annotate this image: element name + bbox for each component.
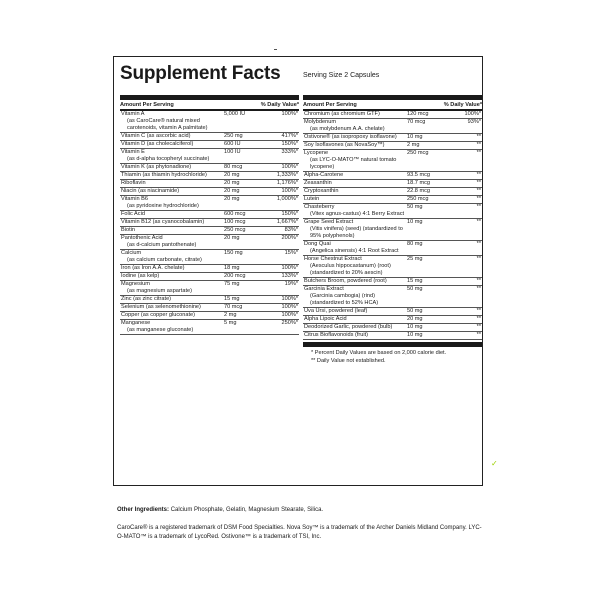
nutrient-label: Deodorized Garlic, powdered (bulb) [304, 324, 393, 330]
nutrient-daily-value: 417%* [281, 133, 298, 139]
other-ingredients [117, 506, 487, 515]
nutrient-source: (as magnesium aspartate) [127, 288, 192, 294]
nutrient-amount: 20 mg [224, 188, 240, 194]
nutrient-row [120, 111, 299, 133]
nutrient-name [303, 119, 407, 133]
nutrient-daily-value: ** [476, 332, 481, 338]
nutrient-row [120, 265, 299, 273]
nutrient-amount: 50 mg [407, 286, 423, 292]
nutrient-name [303, 308, 407, 315]
nutrient-amount: 20 mg [224, 172, 240, 178]
nutrient-source: (as molybdenum A.A. chelate) [310, 126, 385, 132]
nutrient-daily-value: 100%* [464, 111, 481, 117]
nutrient-amount: 75 mg [224, 281, 240, 287]
serving-size: Serving Size 2 Capsules [303, 72, 380, 79]
nutrient-name [303, 142, 407, 149]
nutrient-name [303, 111, 407, 118]
nutrient-daily-value: 15%* [284, 250, 298, 256]
nutrient-daily-value: 100%* [281, 164, 298, 170]
other-ingredients-label: Other Ingredients: [117, 507, 170, 513]
nutrient-label: Vitamin B12 (as cyanocobalamin) [121, 219, 205, 225]
amount-header: Amount Per Serving [120, 102, 174, 108]
nutrient-label: Manganese [121, 320, 151, 326]
nutrient-name [120, 188, 224, 195]
check-mark-icon: ✓ [491, 459, 498, 468]
nutrient-daily-value: 250%* [281, 320, 298, 326]
nutrient-label: Butchers Broom, powdered (root) [304, 278, 387, 284]
nutrient-label: Folic Acid [121, 211, 145, 217]
nutrient-name [120, 149, 224, 163]
nutrient-label: Vitamin B6 [121, 196, 148, 202]
nutrient-row [303, 256, 482, 278]
nutrient-label: Chasteberry [304, 204, 335, 210]
nutrient-row [303, 188, 482, 196]
nutrient-row [303, 196, 482, 204]
nutrient-name [120, 235, 224, 249]
nutrient-daily-value: 150%* [281, 141, 298, 147]
nutrient-amount: 18 mg [224, 265, 240, 271]
nutrient-name [120, 296, 224, 303]
nutrient-label: Citrus Bioflavonoids (fruit) [304, 332, 369, 338]
nutrient-source: (as calcium carbonate, citrate) [127, 257, 202, 263]
nutrient-name [303, 204, 407, 218]
nutrient-label: Calcium [121, 250, 142, 256]
nutrient-amount: 25 mg [407, 256, 423, 262]
nutrient-row [120, 296, 299, 304]
nutrient-daily-value: 1,667%* [276, 219, 298, 225]
nutrient-daily-value: ** [476, 308, 481, 314]
nutrient-daily-value: 100%* [281, 265, 298, 271]
nutrient-name [120, 281, 224, 295]
nutrient-amount: 100 mcg [224, 219, 246, 225]
nutrient-source: (Garcinia cambogia) (rind) (standardized to 52% HCA) [310, 293, 379, 306]
nutrient-row [120, 250, 299, 265]
nutrient-name [303, 278, 407, 285]
nutrient-row [120, 312, 299, 320]
nutrient-source: (as LYC-O-MATO™ natural tomato lycopene) [310, 157, 397, 170]
nutrient-label: Vitamin K (as phytonadione) [121, 164, 192, 170]
nutrient-label: Magnesium [121, 281, 150, 287]
nutrient-amount: 2 mg [407, 142, 420, 148]
nutrient-daily-value: 83%* [284, 227, 298, 233]
nutrient-label: Vitamin E [121, 149, 145, 155]
nutrient-name [120, 196, 224, 210]
nutrient-label: Vitamin C (as ascorbic acid) [121, 133, 191, 139]
nutrient-amount: 10 mg [407, 324, 423, 330]
nutrient-amount: 120 mcg [407, 111, 429, 117]
nutrient-amount: 200 mcg [224, 273, 246, 279]
nutrient-row [120, 304, 299, 312]
nutrient-name [120, 141, 224, 148]
nutrient-row [120, 281, 299, 296]
nutrient-row [303, 204, 482, 219]
nutrient-name [120, 219, 224, 226]
nutrient-name [120, 265, 224, 272]
nutrient-name [120, 172, 224, 179]
nutrient-row [303, 241, 482, 256]
nutrient-amount: 250 mcg [224, 227, 246, 233]
nutrient-amount: 10 mg [407, 134, 423, 140]
nutrient-label: Thiamin (as thiamin hydrochloride) [121, 172, 207, 178]
nutrient-daily-value: 93%* [467, 119, 481, 125]
nutrient-row [303, 316, 482, 324]
nutrient-row [303, 332, 482, 340]
nutrient-daily-value: ** [476, 256, 481, 262]
nutrient-daily-value: ** [476, 219, 481, 225]
nutrient-row [120, 172, 299, 180]
nutrient-row [120, 219, 299, 227]
nutrient-row [303, 134, 482, 142]
column-header [120, 100, 299, 111]
nutrient-amount: 50 mg [407, 204, 423, 210]
nutrient-label: Pantothenic Acid [121, 235, 163, 241]
nutrient-label: Alpha Lipoic Acid [304, 316, 347, 322]
left-column [120, 95, 299, 335]
nutrient-label: Alpha-Carotene [304, 172, 344, 178]
nutrient-row [303, 219, 482, 241]
nutrient-name [303, 188, 407, 195]
nutrient-amount: 20 mg [224, 235, 240, 241]
nutrient-label: Ostivone® (as isopropoxy isoflavone) [304, 134, 397, 140]
nutrient-row [120, 273, 299, 281]
nutrient-label: Molybdenum [304, 119, 337, 125]
nutrient-label: Riboflavin [121, 180, 146, 186]
nutrient-amount: 600 IU [224, 141, 241, 147]
nutrient-daily-value: 200%* [281, 235, 298, 241]
nutrient-amount: 20 mg [224, 180, 240, 186]
nutrient-source: (as d-calcium pantothenate) [127, 242, 197, 248]
dv-header: % Daily Value* [443, 102, 482, 108]
nutrient-source: (Angelica sinensis) 4:1 Root Extract [310, 248, 399, 254]
nutrient-amount: 250 mcg [407, 196, 429, 202]
nutrient-daily-value: ** [476, 188, 481, 194]
nutrient-amount: 100 IU [224, 149, 241, 155]
nutrient-daily-value: 100%* [281, 111, 298, 117]
nutrient-row [120, 235, 299, 250]
nutrient-label: Grape Seed Extract [304, 219, 354, 225]
nutrient-label: Dong Quai [304, 241, 331, 247]
nutrient-name [120, 312, 224, 319]
nutrient-row [303, 111, 482, 119]
nutrient-amount: 10 mg [407, 332, 423, 338]
nutrient-daily-value: 100%* [281, 304, 298, 310]
nutrient-name [120, 250, 224, 264]
nutrient-source: (as CaroCare® natural mixed carotenoids, vitamin A palmitate) [127, 118, 208, 131]
supplement-facts-panel [113, 56, 483, 486]
footnotes [303, 347, 482, 365]
nutrient-label: Vitamin D (as cholecalciferol) [121, 141, 194, 147]
nutrient-amount: 600 mcg [224, 211, 246, 217]
nutrient-daily-value: ** [476, 241, 481, 247]
nutrient-amount: 5 mg [224, 320, 237, 326]
nutrient-row [120, 320, 299, 335]
nutrient-daily-value: ** [476, 324, 481, 330]
nutrient-amount: 2 mg [224, 312, 237, 318]
nutrient-row [120, 149, 299, 164]
trademark-notice: CaroCare® is a registered trademark of DSM Food Specialties. Nova Soy™ is a trademark of the Archer Daniels Midland Company. LYC-O-MATO™ is a trademark of LycoRed. Ostivone™ is a trademark of TSI, Inc. [117, 525, 482, 540]
nutrient-amount: 22.8 mcg [407, 188, 431, 194]
nutrient-label: Copper (as copper gluconate) [121, 312, 196, 318]
nutrient-amount: 80 mcg [224, 164, 243, 170]
nutrient-name [303, 196, 407, 203]
nutrient-daily-value: ** [476, 196, 481, 202]
nutrient-label: Iron (as Iron A.A. chelate) [121, 265, 185, 271]
nutrient-daily-value: ** [476, 286, 481, 292]
nutrient-amount: 250 mg [224, 133, 243, 139]
nutrient-name [303, 180, 407, 187]
nutrient-amount: 80 mg [407, 241, 423, 247]
nutrient-name [120, 320, 224, 334]
nutrient-name [303, 134, 407, 141]
nutrient-row [120, 180, 299, 188]
nutrient-amount: 20 mg [407, 316, 423, 322]
nutrient-daily-value: 1,333%* [276, 172, 298, 178]
nutrient-row [120, 227, 299, 235]
nutrient-daily-value: 19%* [284, 281, 298, 287]
nutrient-name [303, 256, 407, 277]
nutrient-label: Iodine (as kelp) [121, 273, 160, 279]
nutrient-amount: 10 mg [407, 219, 423, 225]
nutrient-name [120, 111, 224, 132]
nutrient-amount: 70 mcg [407, 119, 426, 125]
nutrient-label: Zeaxanthin [304, 180, 332, 186]
nutrient-name [303, 332, 407, 339]
right-column [303, 95, 482, 365]
nutrient-source: (Vitis vinifera) (seed) (standardized to 95% polyphenols) [310, 226, 403, 239]
crop-mark [274, 49, 277, 50]
nutrient-row [120, 211, 299, 219]
nutrient-amount: 18.7 mcg [407, 180, 431, 186]
nutrient-row [303, 286, 482, 308]
nutrient-daily-value: 150%* [281, 211, 298, 217]
nutrient-label: Zinc (as zinc citrate) [121, 296, 172, 302]
nutrient-daily-value: ** [476, 134, 481, 140]
nutrient-row [303, 150, 482, 172]
nutrient-row [303, 180, 482, 188]
nutrient-label: Soy Isoflavones (as NovaSoy™) [304, 142, 385, 148]
nutrient-label: Garcinia Extract [304, 286, 344, 292]
nutrient-source: (as pyridoxine hydrochloride) [127, 203, 199, 209]
nutrient-row [120, 196, 299, 211]
nutrient-daily-value: 100%* [281, 188, 298, 194]
nutrient-daily-value: ** [476, 316, 481, 322]
nutrient-amount: 70 mcg [224, 304, 243, 310]
nutrient-daily-value: ** [476, 142, 481, 148]
nutrient-amount: 150 mg [224, 250, 243, 256]
nutrient-row [120, 164, 299, 172]
nutrient-name [303, 172, 407, 179]
nutrient-name [120, 180, 224, 187]
nutrient-label: Uva Ursi, powdered (leaf) [304, 308, 368, 314]
nutrient-label: Vitamin A [121, 111, 145, 117]
nutrient-row [303, 324, 482, 332]
footnote-not-established: ** Daily Value not established. [311, 358, 386, 364]
nutrient-name [303, 286, 407, 307]
nutrient-amount: 50 mg [407, 308, 423, 314]
nutrient-label: Niacin (as niacinamide) [121, 188, 180, 194]
nutrient-daily-value: ** [476, 150, 481, 156]
nutrient-source: (Aesculus hippocastanum) (root) (standardized to 20% aescin) [310, 263, 391, 276]
nutrient-row [303, 308, 482, 316]
nutrient-label: Biotin [121, 227, 135, 233]
nutrient-daily-value: 133%* [281, 273, 298, 279]
footnote-dv: * Percent Daily Values are based on 2,000 calorie diet. [311, 350, 447, 356]
nutrient-amount: 93.5 mcg [407, 172, 431, 178]
nutrient-label: Chromium (as chromium GTF) [304, 111, 380, 117]
nutrient-row [303, 278, 482, 286]
nutrient-row [120, 141, 299, 149]
nutrient-name [120, 227, 224, 234]
nutrient-row [303, 119, 482, 134]
nutrient-amount: 15 mg [224, 296, 240, 302]
nutrient-name [120, 133, 224, 140]
nutrient-daily-value: 333%* [281, 149, 298, 155]
nutrient-source: (as d-alpha tocopheryl succinate) [127, 156, 210, 162]
other-ingredients-text: Calcium Phosphate, Gelatin, Magnesium Stearate, Silica. [170, 507, 324, 513]
nutrient-name [120, 304, 224, 311]
nutrient-source: (as manganese gluconate) [127, 327, 194, 333]
nutrient-name [303, 324, 407, 331]
nutrient-row [120, 188, 299, 196]
nutrient-label: Selenium (as selenomethionine) [121, 304, 201, 310]
nutrient-daily-value: ** [476, 172, 481, 178]
nutrient-daily-value: ** [476, 180, 481, 186]
nutrient-name [303, 316, 407, 323]
dv-header: % Daily Value* [260, 102, 299, 108]
nutrient-amount: 250 mcg [407, 150, 429, 156]
nutrient-row [120, 133, 299, 141]
nutrient-name [120, 164, 224, 171]
column-header [303, 100, 482, 111]
nutrient-name [303, 219, 407, 240]
nutrient-name [303, 150, 407, 171]
nutrient-label: Horse Chestnut Extract [304, 256, 362, 262]
nutrient-name [120, 273, 224, 280]
nutrient-daily-value: 1,000%* [276, 196, 298, 202]
nutrient-row [303, 142, 482, 150]
nutrient-label: Cryptoxanthin [304, 188, 339, 194]
nutrient-label: Lycopene [304, 150, 329, 156]
amount-header: Amount Per Serving [303, 102, 357, 108]
nutrient-list [303, 111, 482, 340]
nutrient-name [303, 241, 407, 255]
nutrient-list [120, 111, 299, 335]
nutrient-source: (Vitex agnus-castus) 4:1 Berry Extract [310, 211, 405, 217]
nutrient-daily-value: 1,176%* [276, 180, 298, 186]
nutrient-daily-value: 100%* [281, 296, 298, 302]
nutrient-daily-value: ** [476, 204, 481, 210]
nutrient-daily-value: ** [476, 278, 481, 284]
panel-title: Supplement Facts [120, 63, 281, 84]
nutrient-daily-value: 100%* [281, 312, 298, 318]
nutrient-amount: 20 mg [224, 196, 240, 202]
nutrient-amount: 5,000 IU [224, 111, 246, 117]
nutrient-name [120, 211, 224, 218]
nutrient-label: Lutein [304, 196, 320, 202]
nutrient-amount: 15 mg [407, 278, 423, 284]
nutrient-row [303, 172, 482, 180]
